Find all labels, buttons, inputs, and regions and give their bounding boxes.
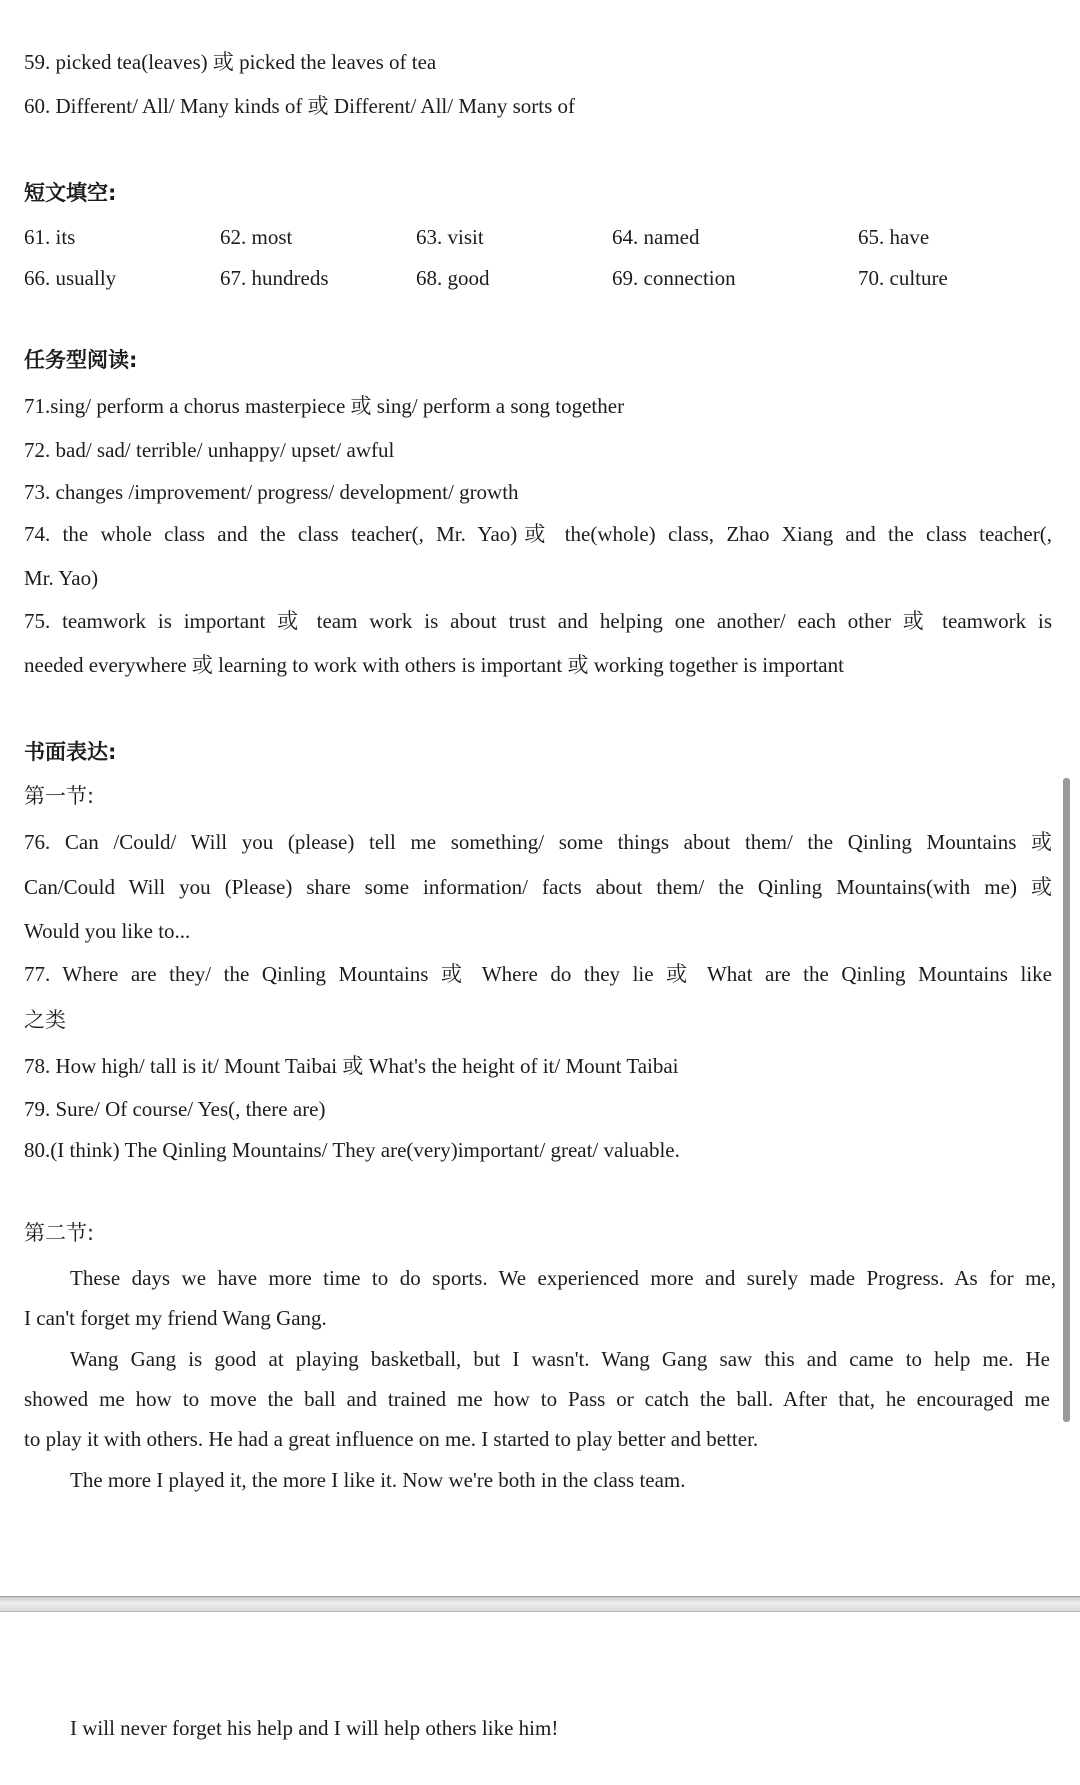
answer-74-line2: Mr. Yao) bbox=[24, 566, 99, 590]
answer-79: 79. Sure/ Of course/ Yes(, there are) bbox=[24, 1097, 326, 1121]
answer-76-line2: Can/Could Will you (Please) share some information/ facts about them/ the Qinling Mountains(with me) 或 bbox=[24, 875, 1052, 899]
section-2-label: 第二节: bbox=[24, 1221, 95, 1245]
answer-59: 59. picked tea(leaves) 或 picked the leaves of tea bbox=[24, 50, 437, 74]
page-divider bbox=[0, 1596, 1080, 1612]
answer-74-line1: 74. the whole class and the class teacher(, Mr. Yao)或 the(whole) class, Zhao Xiang and the class teacher(, bbox=[24, 522, 1052, 546]
essay-paragraph-3: The more I played it, the more I like it. Now we're both in the class team. bbox=[70, 1468, 686, 1492]
answer-73: 73. changes /improvement/ progress/ development/ growth bbox=[24, 480, 519, 504]
section-1-label: 第一节: bbox=[24, 784, 95, 808]
cloze-answer-69: 69. connection bbox=[612, 266, 736, 290]
answer-76-line3: Would you like to... bbox=[24, 919, 191, 943]
answer-78: 78. How high/ tall is it/ Mount Taibai 或 What's the height of it/ Mount Taibai bbox=[24, 1054, 679, 1078]
cloze-answer-65: 65. have bbox=[858, 225, 930, 249]
cloze-answer-67: 67. hundreds bbox=[220, 266, 329, 290]
answer-80: 80.(I think) The Qinling Mountains/ They are(very)important/ great/ valuable. bbox=[24, 1138, 680, 1162]
writing-heading: 书面表达: bbox=[24, 740, 117, 764]
answer-77-line2: 之类 bbox=[24, 1008, 66, 1032]
essay-paragraph-1-line2: I can't forget my friend Wang Gang. bbox=[24, 1306, 327, 1330]
cloze-answer-70: 70. culture bbox=[858, 266, 948, 290]
task-reading-heading: 任务型阅读: bbox=[24, 348, 138, 372]
essay-closing-line: I will never forget his help and I will help others like him! bbox=[70, 1716, 559, 1740]
cloze-answer-64: 64. named bbox=[612, 225, 700, 249]
answer-75-line1: 75. teamwork is important 或 team work is about trust and helping one another/ each other 或 teamwork is bbox=[24, 609, 1052, 633]
cloze-heading: 短文填空: bbox=[24, 181, 117, 205]
cloze-answer-63: 63. visit bbox=[416, 225, 484, 249]
cloze-answer-68: 68. good bbox=[416, 266, 490, 290]
cloze-answer-66: 66. usually bbox=[24, 266, 117, 290]
answer-76-line1: 76. Can /Could/ Will you (please) tell me something/ some things about them/ the Qinling Mountains 或 bbox=[24, 830, 1052, 854]
answer-72: 72. bad/ sad/ terrible/ unhappy/ upset/ awful bbox=[24, 438, 395, 462]
essay-paragraph-1-line1: These days we have more time to do sports. We experienced more and surely made Progress. As for me, bbox=[70, 1266, 1056, 1290]
essay-paragraph-2-line2: showed me how to move the ball and trained me how to Pass or catch the ball. After that, he encouraged me bbox=[24, 1387, 1050, 1411]
cloze-answer-61: 61. its bbox=[24, 225, 76, 249]
essay-paragraph-2-line1: Wang Gang is good at playing basketball, but I wasn't. Wang Gang saw this and came to help me. He bbox=[70, 1347, 1050, 1371]
answer-77-line1: 77. Where are they/ the Qinling Mountains 或 Where do they lie 或 What are the Qinling Mountains like bbox=[24, 962, 1052, 986]
answer-75-line2: needed everywhere 或 learning to work with others is important 或 working together is important bbox=[24, 653, 844, 677]
scrollbar-thumb[interactable] bbox=[1063, 778, 1070, 1422]
answer-60: 60. Different/ All/ Many kinds of 或 Different/ All/ Many sorts of bbox=[24, 94, 575, 118]
answer-71: 71.sing/ perform a chorus masterpiece 或 sing/ perform a song together bbox=[24, 394, 625, 418]
essay-paragraph-2-line3: to play it with others. He had a great influence on me. I started to play better and better. bbox=[24, 1427, 759, 1451]
cloze-answer-62: 62. most bbox=[220, 225, 293, 249]
